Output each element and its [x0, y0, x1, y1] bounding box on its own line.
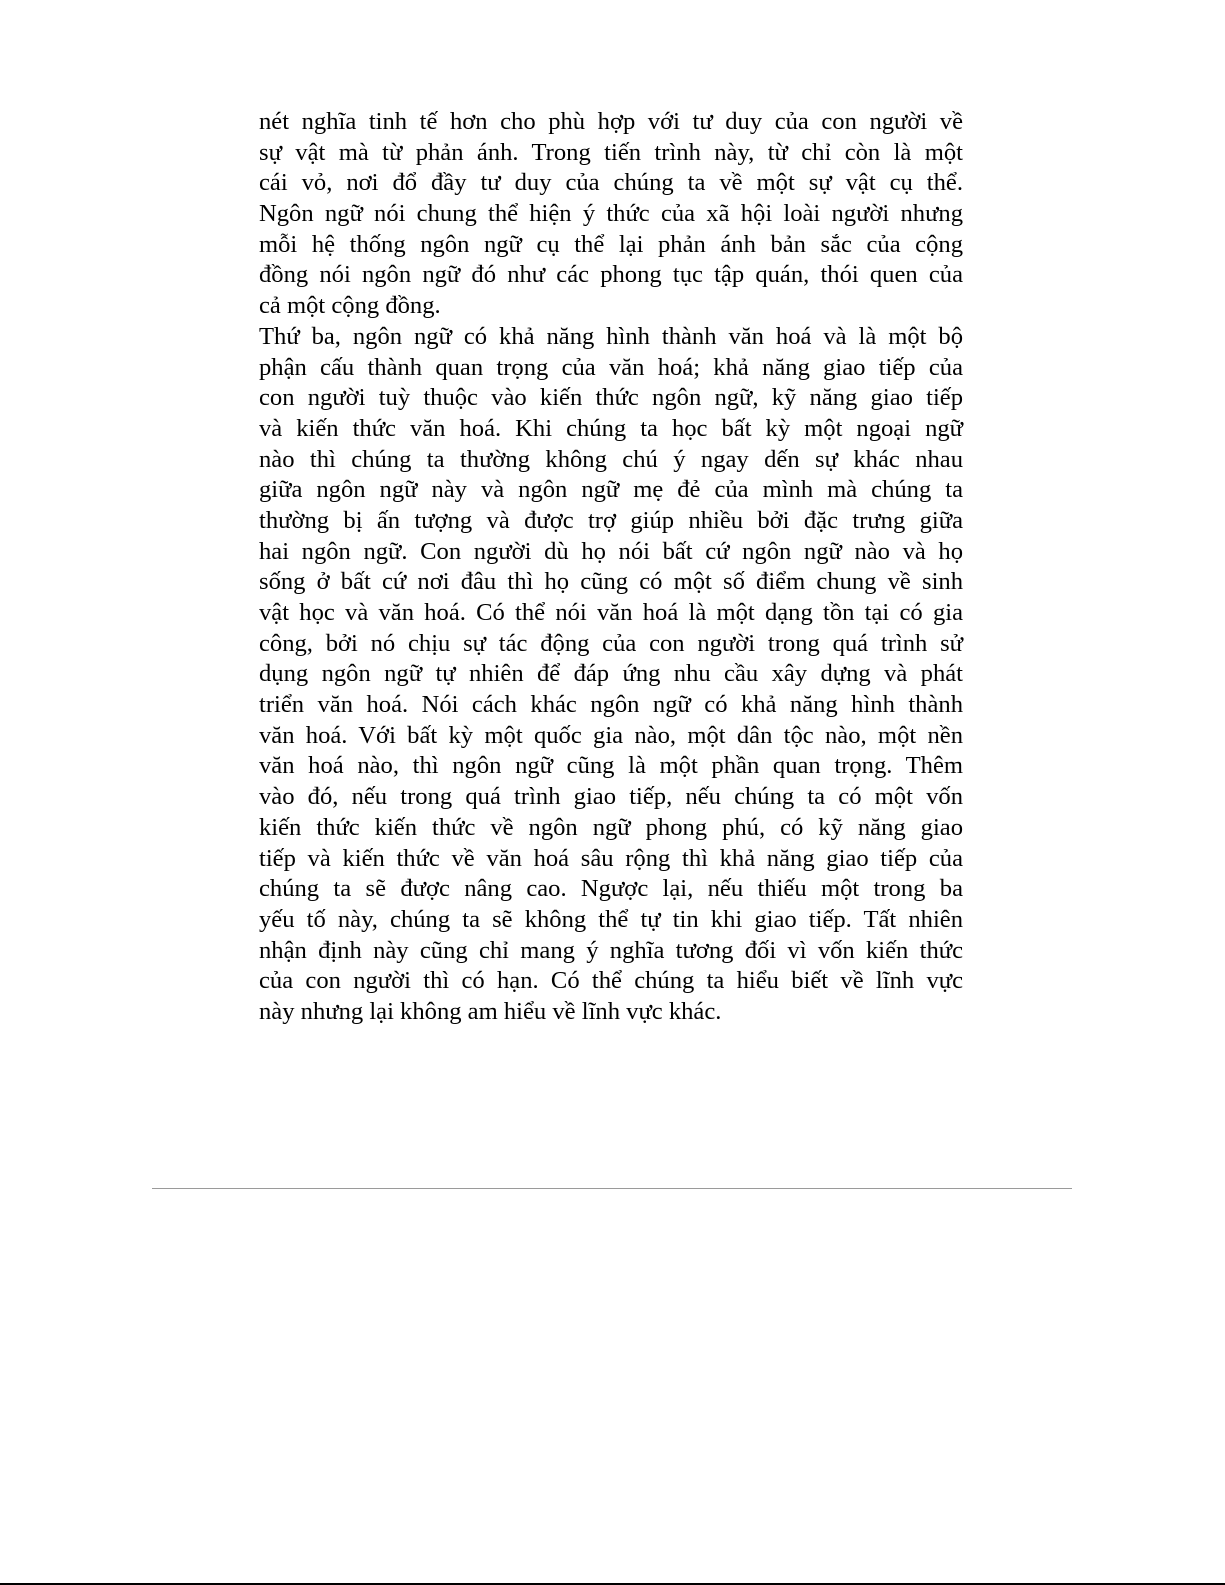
paragraph-1: [259, 107, 963, 322]
text-line: yếu tố này, chúng ta sẽ không thể tự tin khi giao tiếp. Tất nhiên: [259, 905, 963, 933]
text-line: cái vỏ, nơi đổ đầy tư duy của chúng ta về một sự vật cụ thể.: [259, 169, 963, 197]
text-line: kiến thức kiến thức về ngôn ngữ phong phú, có kỹ năng giao: [259, 813, 963, 841]
text-line: nét nghĩa tinh tế hơn cho phù hợp với tư duy của con người về: [259, 108, 963, 135]
text-line: Thứ ba, ngôn ngữ có khả năng hình thành văn hoá và là một bộ: [259, 322, 963, 350]
text-line: nhận định này cũng chỉ mang ý nghĩa tương đối vì vốn kiến thức: [259, 936, 963, 964]
text-line: nào thì chúng ta thường không chú ý ngay dến sự khác nhau: [259, 445, 963, 473]
text-line: mỗi hệ thống ngôn ngữ cụ thể lại phản ánh bản sắc của cộng: [259, 230, 963, 258]
text-line: con người tuỳ thuộc vào kiến thức ngôn ngữ, kỹ năng giao tiếp: [259, 384, 963, 412]
text-line: này nhưng lại không am hiểu về lĩnh vực khác.: [259, 997, 722, 1025]
paragraph-2: [259, 322, 963, 1028]
text-line: sống ở bất cứ nơi đâu thì họ cũng có một số điểm chung về sinh: [259, 568, 963, 596]
text-line: chúng ta sẽ được nâng cao. Ngược lại, nếu thiếu một trong ba: [259, 875, 963, 903]
page-divider: [152, 1188, 1072, 1189]
text-line: của con người thì có hạn. Có thể chúng ta hiểu biết về lĩnh vực: [259, 967, 963, 995]
text-line: sự vật mà từ phản ánh. Trong tiến trình này, từ chỉ còn là một: [259, 138, 963, 166]
text-line: triển văn hoá. Nói cách khác ngôn ngữ có khả năng hình thành: [259, 691, 963, 719]
text-line: tiếp và kiến thức về văn hoá sâu rộng thì khả năng giao tiếp của: [259, 844, 963, 872]
text-line: thường bị ấn tượng và được trợ giúp nhiều bởi đặc trưng giữa: [259, 506, 963, 534]
text-line: dụng ngôn ngữ tự nhiên để đáp ứng nhu cầu xây dựng và phát: [259, 660, 963, 688]
text-line: công, bởi nó chịu sự tác động của con người trong quá trình sử: [259, 629, 963, 657]
text-line: hai ngôn ngữ. Con người dù họ nói bất cứ ngôn ngữ nào và họ: [259, 537, 963, 565]
text-line: cả một cộng đồng.: [259, 292, 441, 320]
text-line: văn hoá nào, thì ngôn ngữ cũng là một phần quan trọng. Thêm: [259, 752, 963, 780]
text-line: vào đó, nếu trong quá trình giao tiếp, nếu chúng ta có một vốn: [259, 783, 963, 811]
text-line: đồng nói ngôn ngữ đó như các phong tục tập quán, thói quen của: [259, 261, 963, 289]
text-line: và kiến thức văn hoá. Khi chúng ta học bất kỳ một ngoại ngữ: [259, 414, 963, 442]
text-line: giữa ngôn ngữ này và ngôn ngữ mẹ đẻ của mình mà chúng ta: [259, 476, 963, 504]
text-line: phận cấu thành quan trọng của văn hoá; khả năng giao tiếp của: [259, 353, 963, 381]
body-text: [259, 107, 963, 1028]
text-line: vật học và văn hoá. Có thể nói văn hoá là một dạng tồn tại có gia: [259, 599, 963, 626]
text-line: văn hoá. Với bất kỳ một quốc gia nào, một dân tộc nào, một nền: [259, 721, 963, 749]
text-line: Ngôn ngữ nói chung thể hiện ý thức của xã hội loài người nhưng: [259, 200, 963, 228]
